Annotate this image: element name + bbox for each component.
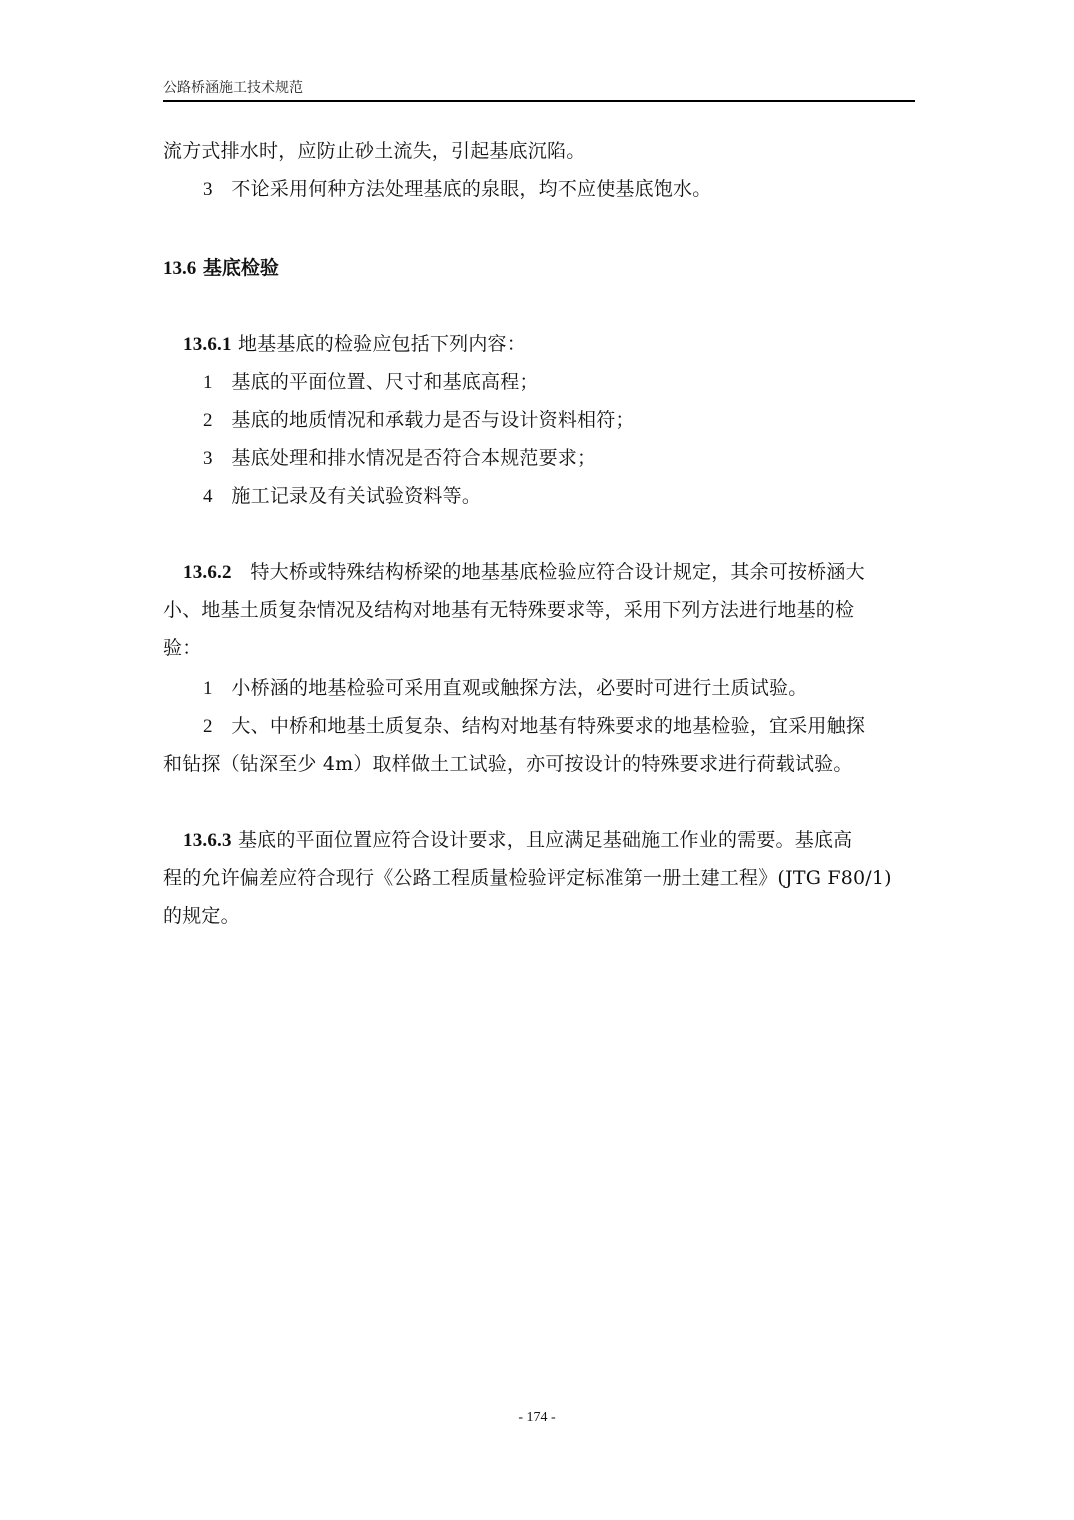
section-number: 13.6 <box>163 258 197 279</box>
clause-text: 地基基底的检验应包括下列内容： <box>237 333 526 355</box>
header-title: 公路桥涵施工技术规范 <box>163 80 303 96</box>
item-text: 基底的地质情况和承载力是否与设计资料相符； <box>231 409 635 431</box>
list-item <box>203 177 711 202</box>
item-number: 2 <box>203 716 213 737</box>
clause-number: 13.6.3 <box>183 830 232 851</box>
clause-text-line: 小、地基土质复杂情况及结构对地基有无特殊要求等，采用下列方法进行地基的检 <box>163 599 855 621</box>
clause-13-6-2 <box>183 560 865 585</box>
clause-number: 13.6.2 <box>183 562 232 583</box>
item-text: 不论采用何种方法处理基底的泉眼，均不应使基底饱水。 <box>231 178 712 200</box>
item-text: 基底处理和排水情况是否符合本规范要求； <box>231 447 597 469</box>
running-header <box>163 78 915 98</box>
clause-text-line: 的规定。 <box>163 905 240 927</box>
item-number: 1 <box>203 372 213 393</box>
item-text: 基底的平面位置、尺寸和基底高程； <box>231 371 539 393</box>
item-number: 3 <box>203 448 213 469</box>
continuation-paragraph: 流方式排水时，应防止砂土流失，引起基底沉陷。 <box>163 140 586 162</box>
section-heading <box>163 255 279 282</box>
item-text: 施工记录及有关试验资料等。 <box>231 485 482 507</box>
item-text: 小桥涵的地基检验可采用直观或触探方法，必要时可进行土质试验。 <box>231 677 808 699</box>
clause-text-line: 程的允许偏差应符合现行《公路工程质量检验评定标准第一册土建工程》(JTG F80/1) <box>163 867 892 889</box>
header-rule <box>163 100 915 102</box>
clause-text: 基底的平面位置应符合设计要求，且应满足基础施工作业的需要。基底高 <box>237 829 853 851</box>
list-item <box>203 484 481 509</box>
list-item <box>203 408 635 433</box>
clause-13-6-3 <box>183 828 852 853</box>
item-number: 2 <box>203 410 213 431</box>
list-item <box>203 714 865 739</box>
list-item <box>203 676 807 701</box>
page-number: - 174 - <box>518 1410 556 1425</box>
list-item-continuation: 和钻探（钻深至少 4m）取样做土工试验，亦可按设计的特殊要求进行荷载试验。 <box>163 753 853 775</box>
item-number: 4 <box>203 486 213 507</box>
item-text: 大、中桥和地基土质复杂、结构对地基有特殊要求的地基检验，宜采用触探 <box>231 715 866 737</box>
clause-13-6-1 <box>183 332 526 357</box>
item-number: 1 <box>203 678 213 699</box>
section-title: 基底检验 <box>202 257 279 279</box>
clause-text: 特大桥或特殊结构桥梁的地基基底检验应符合设计规定，其余可按桥涵大 <box>250 561 865 583</box>
item-number: 3 <box>203 179 213 200</box>
clause-number: 13.6.1 <box>183 334 232 355</box>
list-item <box>203 370 539 395</box>
list-item <box>203 446 596 471</box>
clause-text-line: 验： <box>163 637 202 659</box>
